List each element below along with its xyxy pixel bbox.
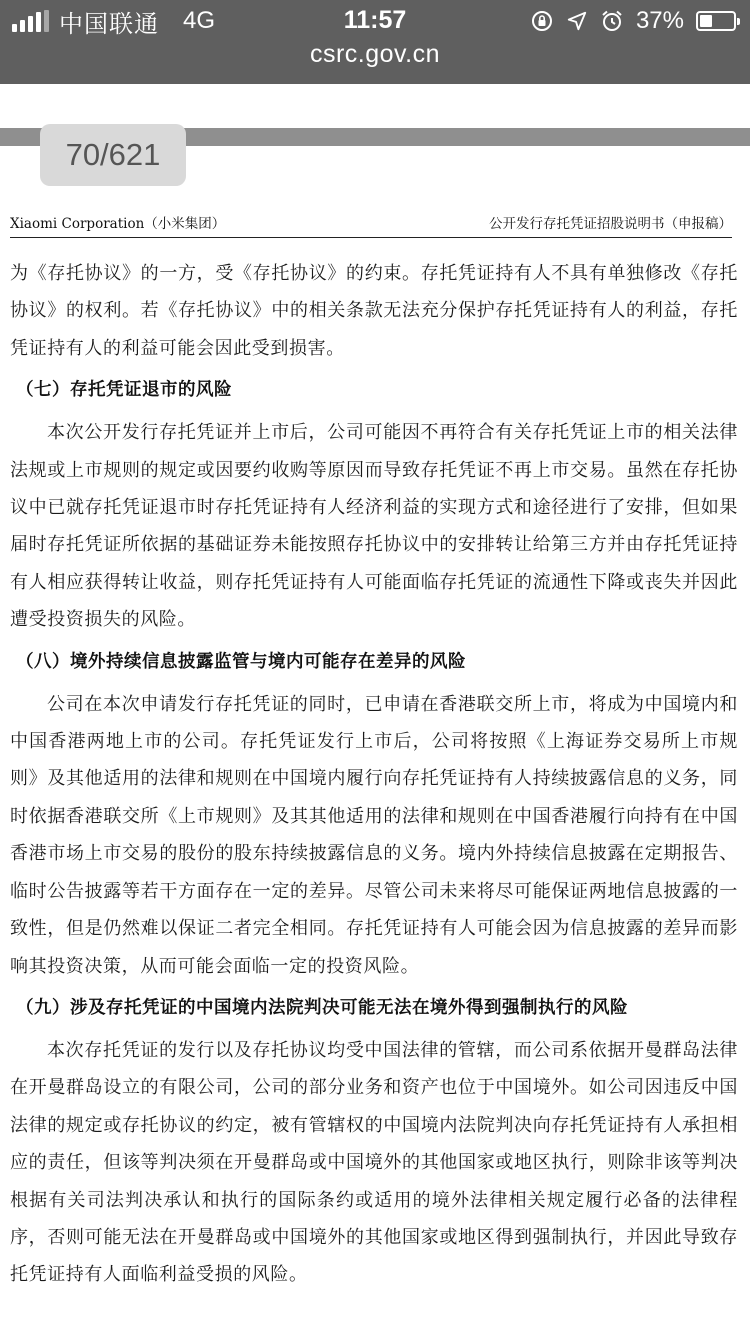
rotation-lock-icon — [530, 9, 554, 33]
status-time: 11:57 — [343, 6, 407, 34]
header-rule — [10, 237, 732, 238]
document-header-left: Xiaomi Corporation（小米集团） — [10, 216, 226, 232]
status-bar — [0, 0, 750, 84]
status-right — [530, 6, 736, 36]
document-body — [10, 255, 738, 1294]
body-paragraph: 本次公开发行存托凭证并上市后，公司可能因不再符合有关存托凭证上市的相关法律法规或上市规则的规定或因要约收购等原因而导致存托凭证不再上市交易。虽然在存托协议中已就存托凭证退市时存托凭证持有人经济利益的实现方式和途径进行了安排，但如果届时存托凭证所依据的基础证券未能按照存托协议中的安排转让给第三方并由存托凭证持有人相应获得转让收益，则存托凭证持有人可能面临存托凭证的流通性下降或丧失并因此遭受投资损失的风险。 — [10, 422, 738, 631]
battery-level-fill — [700, 15, 712, 27]
section-heading: （九）涉及存托凭证的中国境内法院判决可能无法在境外得到强制执行的风险 — [16, 997, 628, 1018]
body-paragraph: 公司在本次申请发行存托凭证的同时，已申请在香港联交所上市，将成为中国境内和中国香港两地上市的公司。存托凭证发行上市后，公司将按照《上海证券交易所上市规则》及其他适用的法律和规则在中国境内履行向存托凭证持有人持续披露信息的义务，同时依据香港联交所《上市规则》及其其他适用的法律和规则在中国香港履行向持有在中国香港市场上市交易的股份的股东持续披露信息的义务。境内外持续信息披露在定期报告、临时公告披露等若干方面存在一定的差异。尽管公司未来将尽可能保证两地信息披露的一致性，但是仍然难以保证二者完全相同。存托凭证持有人可能会因为信息披露的差异而影响其投资决策，从而可能会面临一定的投资风险。 — [10, 693, 738, 977]
document-header-right: 公开发行存托凭证招股说明书（申报稿） — [489, 216, 732, 232]
address-bar-url[interactable]: csrc.gov.cn — [309, 40, 441, 68]
alarm-icon — [600, 9, 624, 33]
page-counter: 70/621 — [40, 124, 186, 186]
location-arrow-icon — [566, 10, 588, 32]
section-heading: （七）存托凭证退市的风险 — [16, 380, 232, 401]
section-heading: （八）境外持续信息披露监管与境内可能存在差异的风险 — [16, 651, 466, 672]
battery-icon — [696, 11, 736, 31]
battery-percent: 37% — [635, 7, 684, 34]
body-paragraph: 本次存托凭证的发行以及存托协议均受中国法律的管辖，而公司系依据开曼群岛法律在开曼群岛设立的有限公司，公司的部分业务和资产也位于中国境外。如公司因违反中国法律的规定或存托协议的约定，被有管辖权的中国境内法院判决向存托凭证持有人承担相应的责任，但该等判决须在开曼群岛或中国境外的其他国家或地区执行，则除非该等判决根据有关司法判决承认和执行的国际条约或适用的境外法律相关规定履行必备的法律程序，否则可能无法在开曼群岛或中国境外的其他国家或地区得到强制执行，并因此导致存托凭证持有人面临利益受损的风险。 — [10, 1039, 738, 1286]
document-header — [10, 212, 732, 234]
network-type: 4G — [183, 7, 216, 34]
body-paragraph: 为《存托协议》的一方，受《存托协议》的约束。存托凭证持有人不具有单独修改《存托协议》的权利。若《存托协议》中的相关条款无法充分保护存托凭证持有人的利益，存托凭证持有人的利益可能会因此受到损害。 — [10, 263, 738, 359]
carrier-name: 中国联通 — [59, 10, 159, 38]
